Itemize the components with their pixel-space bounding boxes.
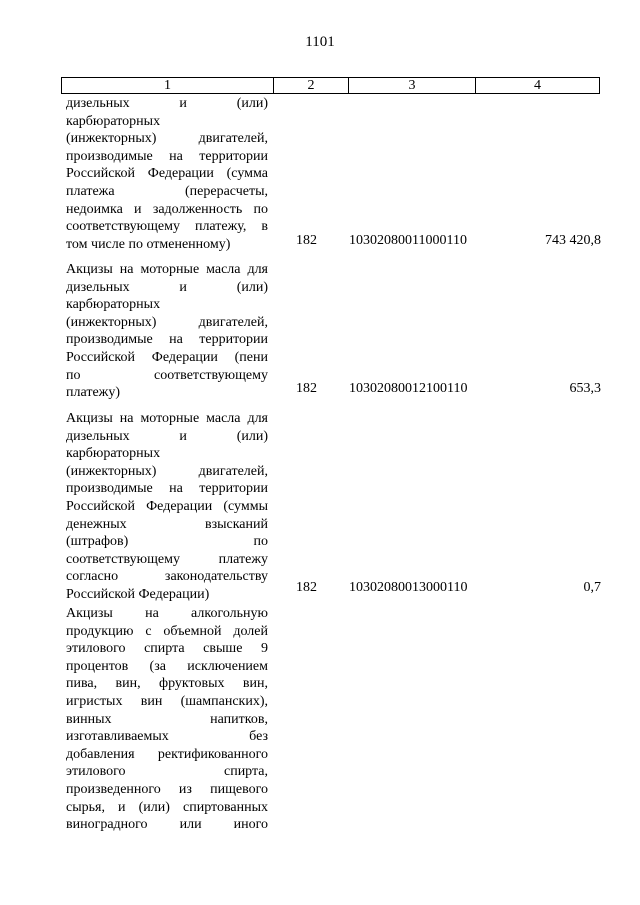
- description-line: изготавливаемых без: [66, 729, 268, 745]
- description-line: произведенного из пищевого: [66, 781, 268, 797]
- row-kbk-code: 10302080012100110: [349, 381, 468, 396]
- row-description: [66, 410, 268, 604]
- description-line: платежу): [66, 385, 120, 401]
- row-admin-code: 182: [296, 580, 317, 595]
- description-line: (инжекторных) двигателей,: [66, 463, 268, 479]
- column-header-3: 3: [348, 78, 475, 93]
- description-line: пива, вин, фруктовых вин,: [66, 676, 268, 692]
- description-line: (инжекторных) двигателей,: [66, 314, 268, 330]
- column-header-1: 1: [164, 78, 171, 93]
- description-line: том числе по отмененному): [66, 236, 231, 252]
- row-amount: 0,7: [583, 580, 601, 595]
- description-line: этилового спирта,: [66, 764, 268, 780]
- row-amount: 743 420,8: [545, 233, 601, 248]
- description-line: (инжекторных) двигателей,: [66, 131, 268, 147]
- description-line: Акцизы на моторные масла для: [66, 262, 268, 277]
- row-description: [66, 605, 268, 834]
- description-line: добавления ректификованного: [66, 746, 268, 762]
- description-line: денежных взысканий: [66, 516, 268, 532]
- description-line: Российской Федерации): [66, 586, 210, 602]
- column-header-4: 4: [475, 78, 599, 93]
- description-line: карбюраторных: [66, 446, 161, 462]
- column-header-2: 2: [273, 78, 348, 93]
- description-line: соответствующему платежу, в: [66, 219, 268, 235]
- description-line: процентов (за исключением: [66, 658, 268, 674]
- description-line: Акцизы на моторные масла для: [66, 411, 268, 426]
- description-line: согласно законодательству: [66, 569, 268, 585]
- description-line: винных напитков,: [66, 711, 268, 727]
- row-kbk-code: 10302080013000110: [349, 580, 468, 595]
- table-header: [61, 77, 600, 94]
- description-line: виноградного или иного: [66, 817, 268, 833]
- description-line: продукцию с объемной долей: [66, 623, 268, 639]
- description-line: карбюраторных: [66, 113, 161, 129]
- description-line: Акцизы на алкогольную: [66, 606, 268, 621]
- description-line: Российской Федерации (сумма: [66, 166, 268, 182]
- page-number: 1101: [305, 34, 335, 50]
- description-line: сырья, и (или) спиртованных: [66, 799, 268, 815]
- row-kbk-code: 10302080011000110: [349, 233, 467, 248]
- description-line: недоимка и задолженность по: [66, 201, 268, 217]
- row-admin-code: 182: [296, 233, 317, 248]
- row-description: [66, 95, 268, 253]
- description-line: дизельных и (или): [66, 279, 268, 295]
- description-line: дизельных и (или): [66, 96, 268, 111]
- description-line: по соответствующему: [66, 367, 268, 383]
- description-line: (штрафов) по: [66, 534, 268, 550]
- description-line: Российской Федерации (суммы: [66, 498, 268, 514]
- description-line: игристых вин (шампанских),: [66, 693, 268, 709]
- description-line: платежа (перерасчеты,: [66, 183, 268, 199]
- description-line: производимые на территории: [66, 148, 268, 164]
- description-line: производимые на территории: [66, 481, 268, 497]
- description-line: этилового спирта свыше 9: [66, 641, 268, 657]
- row-description: [66, 261, 268, 402]
- row-amount: 653,3: [569, 381, 601, 396]
- description-line: Российской Федерации (пени: [66, 349, 268, 365]
- description-line: дизельных и (или): [66, 428, 268, 444]
- description-line: производимые на территории: [66, 332, 268, 348]
- row-admin-code: 182: [296, 381, 317, 396]
- description-line: соответствующему платежу: [66, 551, 268, 567]
- description-line: карбюраторных: [66, 297, 161, 313]
